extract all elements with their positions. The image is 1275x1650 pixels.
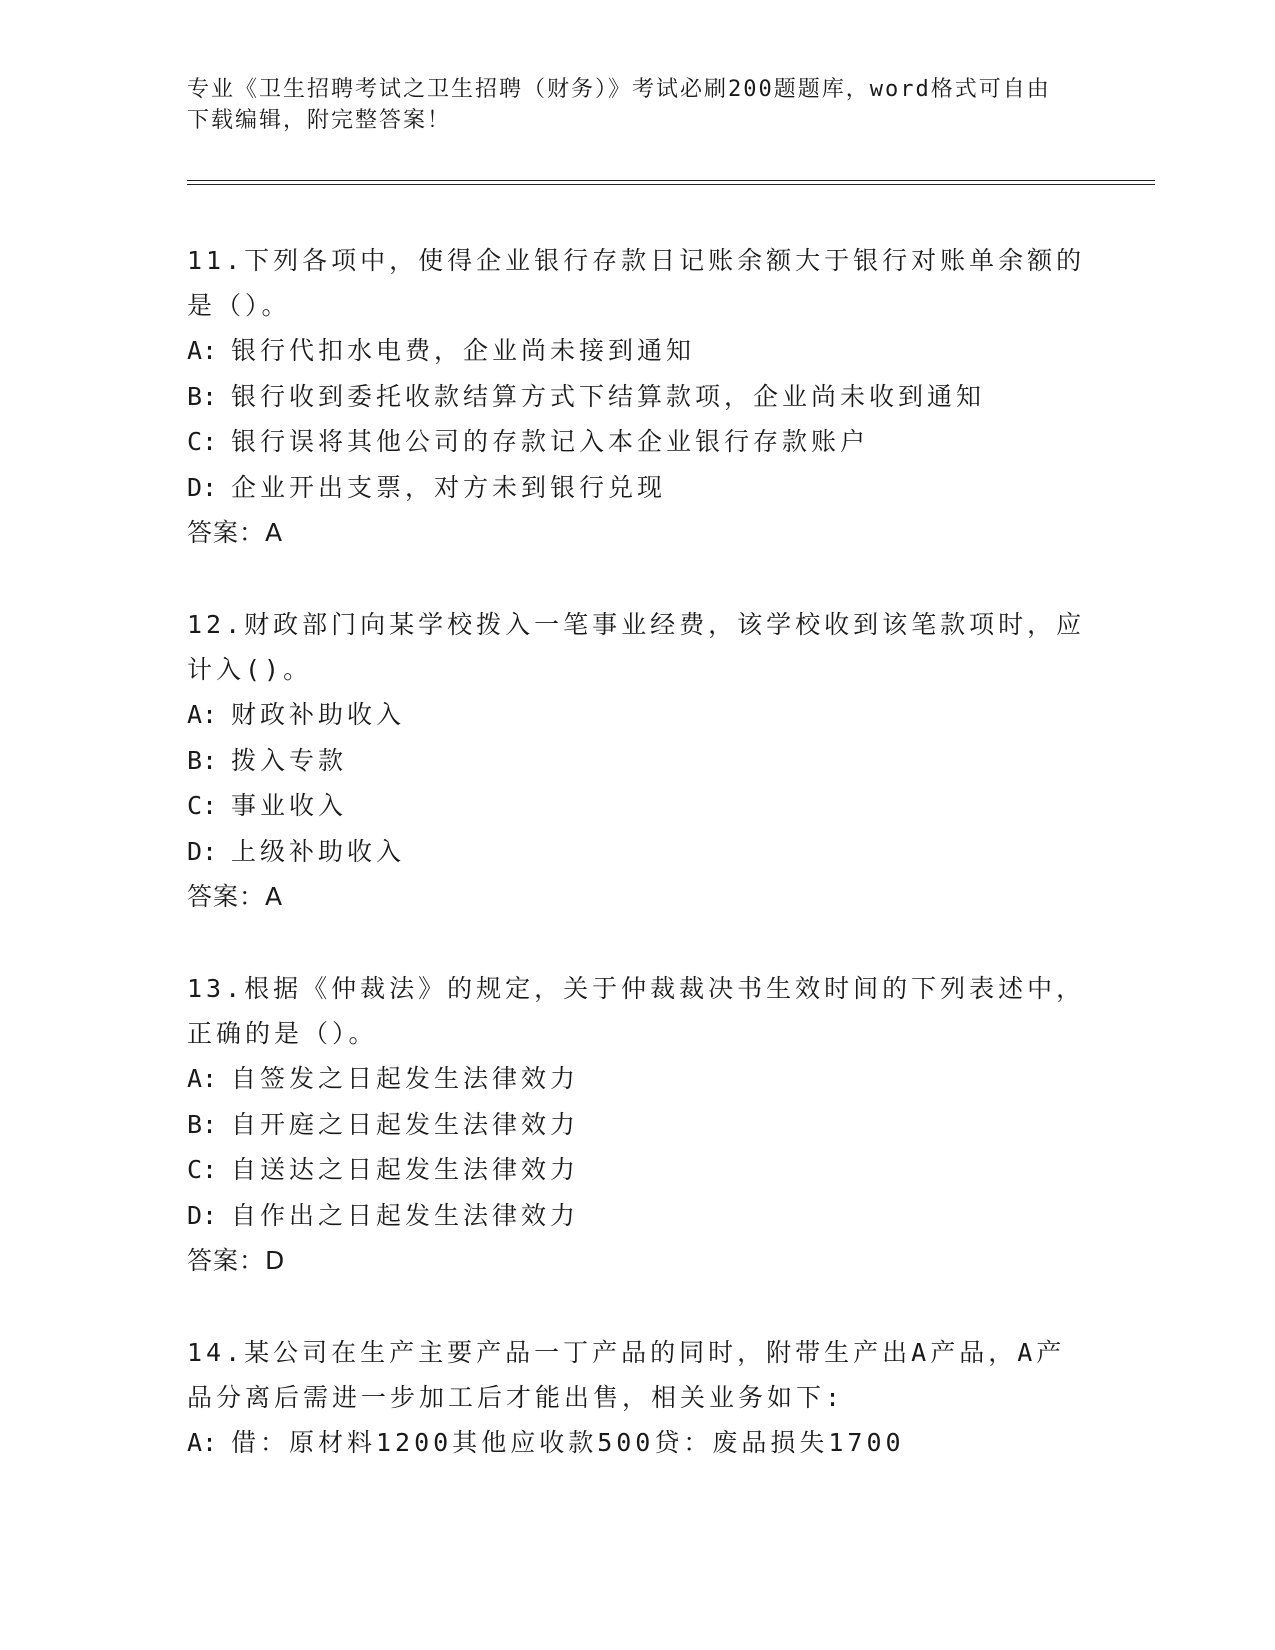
option-d xyxy=(187,1193,1087,1239)
option-text: 企业开出支票，对方未到银行兑现 xyxy=(231,472,667,502)
question-stem: 13.根据《仲裁法》的规定，关于仲裁裁决书生效时间的下列表述中，正确的是（）。 xyxy=(187,974,1086,1048)
document-header: 专业《卫生招聘考试之卫生招聘（财务）》考试必刷200题题库，word格式可自由下载编辑，附完整答案！ xyxy=(187,77,1051,133)
option-text: 借：原材料1200其他应收款500贷：废品损失1700 xyxy=(231,1428,905,1457)
option-letter: B: xyxy=(187,1109,218,1139)
question-stem: 11.下列各项中，使得企业银行存款日记账余额大于银行对账单余额的是（）。 xyxy=(187,246,1086,320)
option-text: 自开庭之日起发生法律效力 xyxy=(231,1109,580,1139)
option-c xyxy=(187,1147,1087,1193)
option-letter: D: xyxy=(187,1200,218,1230)
option-letter: D: xyxy=(187,836,218,866)
option-b xyxy=(187,738,1087,784)
option-text: 上级补助收入 xyxy=(231,836,406,866)
option-text: 拨入专款 xyxy=(231,745,348,775)
option-text: 事业收入 xyxy=(231,791,348,820)
header-divider-secondary xyxy=(187,184,1155,185)
option-letter: B: xyxy=(187,745,218,775)
option-a xyxy=(187,1056,1087,1102)
option-d xyxy=(187,465,1087,511)
option-a xyxy=(187,328,1087,374)
option-a xyxy=(187,692,1087,738)
question-11 xyxy=(187,238,1087,556)
option-text: 银行代扣水电费，企业尚未接到通知 xyxy=(231,336,696,365)
option-letter: C: xyxy=(187,1155,218,1184)
option-b xyxy=(187,1102,1087,1148)
question-list xyxy=(187,238,1087,1512)
option-text: 银行收到委托收款结算方式下结算款项，企业尚未收到通知 xyxy=(231,381,986,411)
option-text: 财政补助收入 xyxy=(231,700,406,729)
option-text: 自作出之日起发生法律效力 xyxy=(231,1200,580,1230)
option-letter: A: xyxy=(187,336,218,365)
option-c xyxy=(187,419,1087,465)
option-letter: C: xyxy=(187,791,218,820)
question-stem: 14.某公司在生产主要产品一丁产品的同时，附带生产出A产品，A产品分离后需进一步加工后才能出售，相关业务如下: xyxy=(187,1338,1066,1412)
question-12 xyxy=(187,602,1087,920)
answer-line: 答案：A xyxy=(187,518,284,547)
question-14 xyxy=(187,1330,1087,1466)
option-c xyxy=(187,783,1087,829)
answer-line: 答案：D xyxy=(187,1246,286,1275)
option-letter: A: xyxy=(187,700,218,729)
option-letter: C: xyxy=(187,427,218,456)
option-b xyxy=(187,374,1087,420)
question-13 xyxy=(187,966,1087,1284)
option-letter: D: xyxy=(187,472,218,502)
option-a xyxy=(187,1420,1087,1466)
option-text: 自送达之日起发生法律效力 xyxy=(231,1155,580,1184)
option-letter: A: xyxy=(187,1428,218,1457)
header-divider xyxy=(187,180,1155,181)
question-stem: 12.财政部门向某学校拨入一笔事业经费，该学校收到该笔款项时，应计入()。 xyxy=(187,610,1086,684)
option-letter: A: xyxy=(187,1064,218,1093)
option-text: 银行误将其他公司的存款记入本企业银行存款账户 xyxy=(231,427,870,456)
option-text: 自签发之日起发生法律效力 xyxy=(231,1064,580,1093)
option-letter: B: xyxy=(187,381,218,411)
option-d xyxy=(187,829,1087,875)
answer-line: 答案：A xyxy=(187,882,284,911)
